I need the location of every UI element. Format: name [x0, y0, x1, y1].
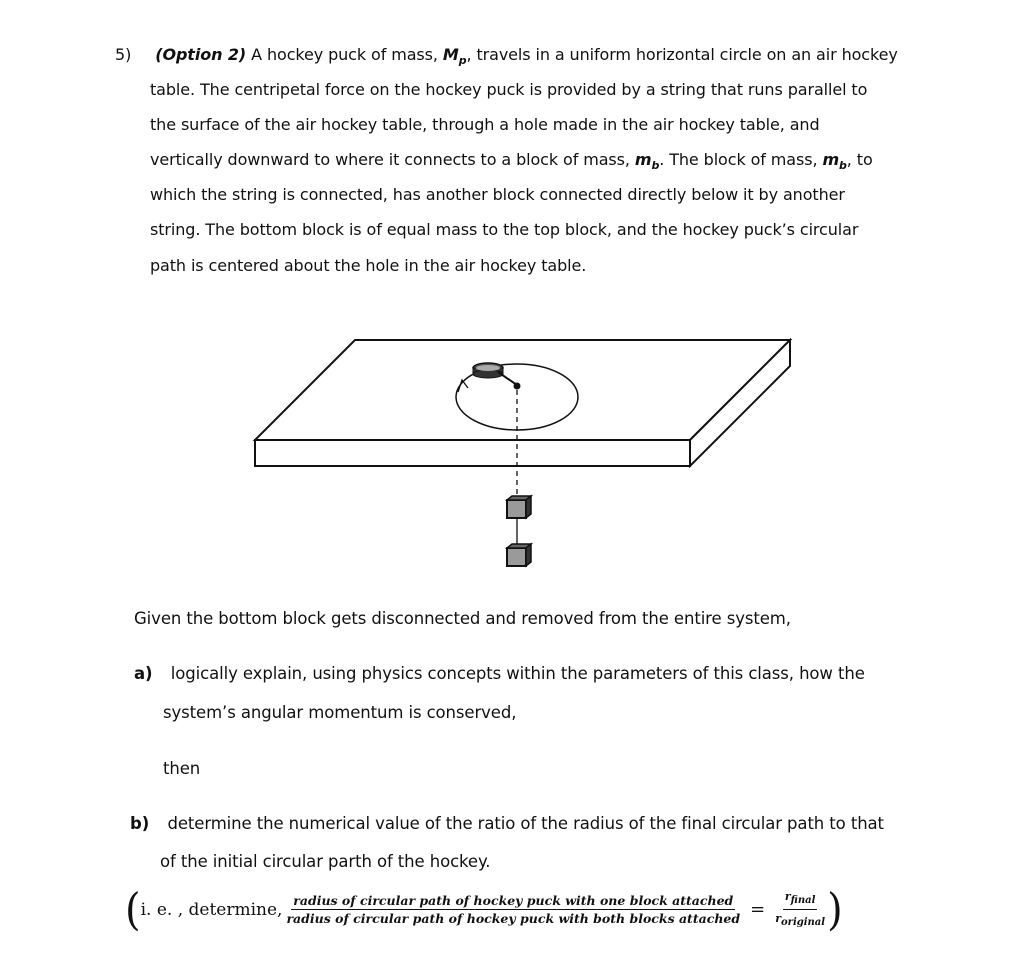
fraction-denominator: radius of circular path of hockey puck with both blocks attached	[286, 911, 741, 927]
table-hole-icon	[514, 383, 521, 390]
then-text: then	[163, 759, 201, 778]
table-front-face	[255, 440, 690, 466]
part-a-line-2: system’s angular momentum is conserved,	[163, 703, 517, 722]
problem-line-5: which the string is connected, has another block connected directly below it by another	[150, 185, 845, 204]
intro-text: vertically downward to where it connects to a block of mass,	[150, 150, 635, 169]
r-original	[773, 910, 827, 930]
problem-line-4	[150, 150, 873, 176]
part-a-label: a)	[134, 664, 153, 683]
intro-text: A hockey puck of mass,	[246, 45, 443, 64]
given-statement: Given the bottom block gets disconnected and removed from the entire system,	[134, 609, 791, 628]
part-b-line-1	[130, 814, 884, 834]
radius-ratio-fraction	[284, 893, 742, 926]
part-a-text: logically explain, using physics concepts within the parameters of this class, how the	[170, 664, 865, 683]
problem-line-2: table. The centripetal force on the hockey puck is provided by a string that runs parallel to	[150, 80, 868, 99]
mass-subscript-p: p	[458, 54, 467, 68]
problem-line-3: the surface of the air hockey table, through a hole made in the air hockey table, and	[150, 115, 820, 134]
part-b-text: determine the numerical value of the ratio of the radius of the final circular path to that	[167, 814, 884, 833]
ie-determine: i. e. , determine,	[140, 899, 283, 920]
problem-number: 5)	[115, 45, 132, 64]
mass-symbol-m: m	[634, 150, 652, 169]
mass-subscript-b: b	[839, 159, 847, 173]
equals-sign: =	[750, 899, 766, 921]
final-subscript: final	[790, 895, 816, 907]
r-ratio-fraction	[773, 889, 827, 930]
intro-text: . The block of mass,	[659, 150, 823, 169]
top-block-icon	[507, 496, 531, 518]
intro-text: , travels in a uniform horizontal circle on an air hockey	[466, 45, 898, 64]
r-final	[783, 889, 818, 910]
part-b-line-2: of the initial circular parth of the hockey.	[160, 852, 491, 871]
problem-line-1	[115, 45, 898, 71]
mass-subscript-b: b	[651, 159, 660, 173]
original-subscript: original	[781, 917, 826, 929]
part-a-line-1	[134, 664, 865, 684]
fraction-numerator: radius of circular path of hockey puck with one block attached	[293, 893, 734, 909]
problem-line-6: string. The bottom block is of equal mass to the top block, and the hockey puck’s circular	[150, 220, 859, 239]
mass-symbol-m: m	[822, 150, 840, 169]
intro-text: , to	[846, 150, 873, 169]
r-symbol: r	[775, 912, 781, 926]
ratio-formula	[125, 884, 843, 935]
r-symbol: r	[784, 890, 791, 903]
bottom-block-icon	[507, 544, 531, 566]
open-paren: (	[125, 884, 141, 935]
part-b-label: b)	[130, 814, 150, 833]
problem-line-7: path is centered about the hole in the air hockey table.	[150, 256, 587, 275]
option-label: (Option 2)	[155, 45, 247, 64]
air-hockey-diagram	[240, 330, 810, 580]
close-paren: )	[827, 884, 843, 935]
mass-symbol-M: M	[442, 45, 459, 64]
